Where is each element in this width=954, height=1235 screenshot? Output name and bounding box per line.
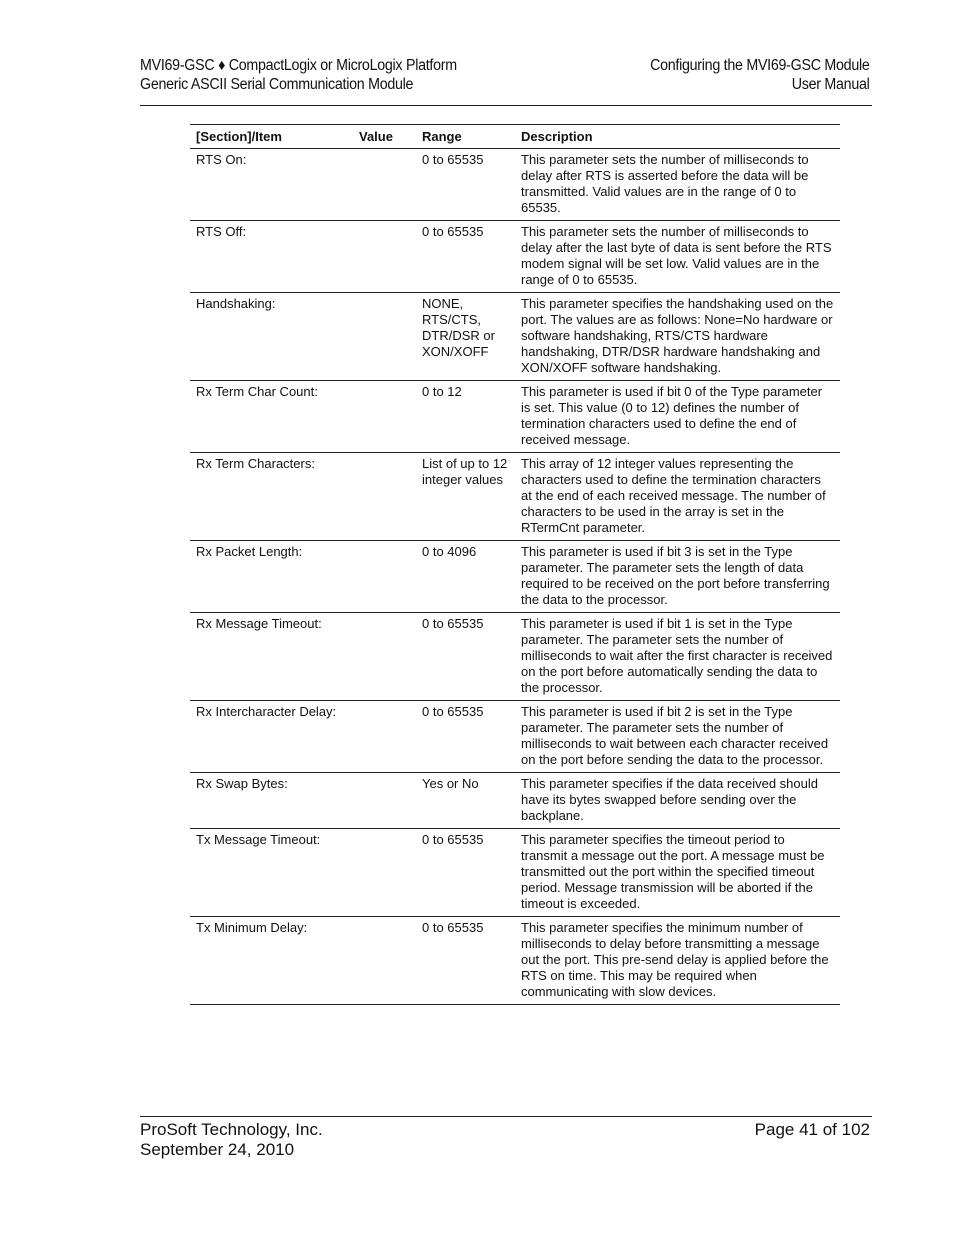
header-manual-type: User Manual — [792, 76, 870, 93]
cell-value — [353, 613, 416, 701]
cell-value — [353, 293, 416, 381]
cell-range: Yes or No — [416, 773, 515, 829]
running-header-right — [651, 56, 870, 94]
cell-description: This parameter sets the number of milliseconds to delay after the last byte of data is sent before the RTS modem signal will be set low. Valid values are in the range of 0 to 65535. — [515, 221, 840, 293]
cell-item: RTS Off: — [190, 221, 353, 293]
cell-range: 0 to 65535 — [416, 149, 515, 221]
cell-value — [353, 381, 416, 453]
cell-description: This parameter sets the number of milliseconds to delay after RTS is asserted before the data will be transmitted. Valid values are in the range of 0 to 65535. — [515, 149, 840, 221]
table-row — [190, 381, 840, 453]
cell-value — [353, 149, 416, 221]
table-row — [190, 149, 840, 221]
header-module-name: Generic ASCII Serial Communication Module — [140, 76, 414, 93]
header-divider — [140, 105, 872, 106]
cell-item: Rx Term Characters: — [190, 453, 353, 541]
cell-value — [353, 917, 416, 1005]
column-header-item: [Section]/Item — [190, 125, 353, 149]
cell-item: Tx Message Timeout: — [190, 829, 353, 917]
cell-value — [353, 773, 416, 829]
cell-item: Rx Message Timeout: — [190, 613, 353, 701]
column-header-range: Range — [416, 125, 515, 149]
cell-item: RTS On: — [190, 149, 353, 221]
cell-description: This parameter specifies the timeout period to transmit a message out the port. A message must be transmitted out the port within the specified timeout period. Message transmission will be aborted if the timeout is exceeded. — [515, 829, 840, 917]
table-row — [190, 221, 840, 293]
column-header-value: Value — [353, 125, 416, 149]
cell-description: This array of 12 integer values representing the characters used to define the termination characters at the end of each received message. The number of characters to be used in the array is set in the RTermCnt parameter. — [515, 453, 840, 541]
cell-description: This parameter specifies if the data received should have its bytes swapped before sending over the backplane. — [515, 773, 840, 829]
cell-range: 0 to 65535 — [416, 701, 515, 773]
cell-description: This parameter specifies the minimum number of milliseconds to delay before transmitting a message out the port. This pre-send delay is applied before the RTS on time. This may be required when communicating with slow devices. — [515, 917, 840, 1005]
cell-item: Rx Packet Length: — [190, 541, 353, 613]
cell-range: 0 to 65535 — [416, 221, 515, 293]
table-row — [190, 829, 840, 917]
cell-range: 0 to 65535 — [416, 613, 515, 701]
cell-value — [353, 541, 416, 613]
footer-date: September 24, 2010 — [140, 1140, 295, 1159]
cell-range: List of up to 12 integer values — [416, 453, 515, 541]
footer-divider — [140, 1116, 872, 1117]
table-row — [190, 541, 840, 613]
cell-range: 0 to 12 — [416, 381, 515, 453]
cell-value — [353, 453, 416, 541]
cell-description: This parameter is used if bit 2 is set in the Type parameter. The parameter sets the number of milliseconds to wait between each character received on the port before sending the data to the processor. — [515, 701, 840, 773]
cell-item: Handshaking: — [190, 293, 353, 381]
cell-value — [353, 221, 416, 293]
cell-item: Tx Minimum Delay: — [190, 917, 353, 1005]
table-row — [190, 293, 840, 381]
cell-item: Rx Intercharacter Delay: — [190, 701, 353, 773]
cell-description: This parameter specifies the handshaking used on the port. The values are as follows: None=No hardware or software handshaking, RTS/CTS hardware handshaking, DTR/DSR hardware handshaking and XON/XOFF software handshaking. — [515, 293, 840, 381]
table-row — [190, 917, 840, 1005]
footer-company: ProSoft Technology, Inc. — [140, 1120, 323, 1139]
running-header-left — [140, 56, 457, 94]
parameter-table — [190, 124, 840, 1005]
cell-range: 0 to 4096 — [416, 541, 515, 613]
table-row — [190, 453, 840, 541]
cell-range: 0 to 65535 — [416, 917, 515, 1005]
header-chapter-title: Configuring the MVI69-GSC Module — [650, 57, 870, 74]
column-header-description: Description — [515, 125, 840, 149]
footer-left — [140, 1120, 323, 1160]
footer-page-number: Page 41 of 102 — [754, 1120, 870, 1139]
cell-item: Rx Swap Bytes: — [190, 773, 353, 829]
table-row — [190, 701, 840, 773]
cell-description: This parameter is used if bit 1 is set in the Type parameter. The parameter sets the number of milliseconds to wait after the first character is received on the port before automatically sending the data to the processor. — [515, 613, 840, 701]
table-row — [190, 773, 840, 829]
cell-description: This parameter is used if bit 0 of the Type parameter is set. This value (0 to 12) defines the number of termination characters used to define the end of received message. — [515, 381, 840, 453]
cell-range: NONE, RTS/CTS, DTR/DSR or XON/XOFF — [416, 293, 515, 381]
table-row — [190, 613, 840, 701]
cell-range: 0 to 65535 — [416, 829, 515, 917]
cell-value — [353, 701, 416, 773]
cell-description: This parameter is used if bit 3 is set in the Type parameter. The parameter sets the length of data required to be received on the port before transferring the data to the processor. — [515, 541, 840, 613]
header-product-line: MVI69-GSC ♦ CompactLogix or MicroLogix Platform — [140, 57, 457, 74]
table-header-row — [190, 125, 840, 149]
cell-item: Rx Term Char Count: — [190, 381, 353, 453]
cell-value — [353, 829, 416, 917]
